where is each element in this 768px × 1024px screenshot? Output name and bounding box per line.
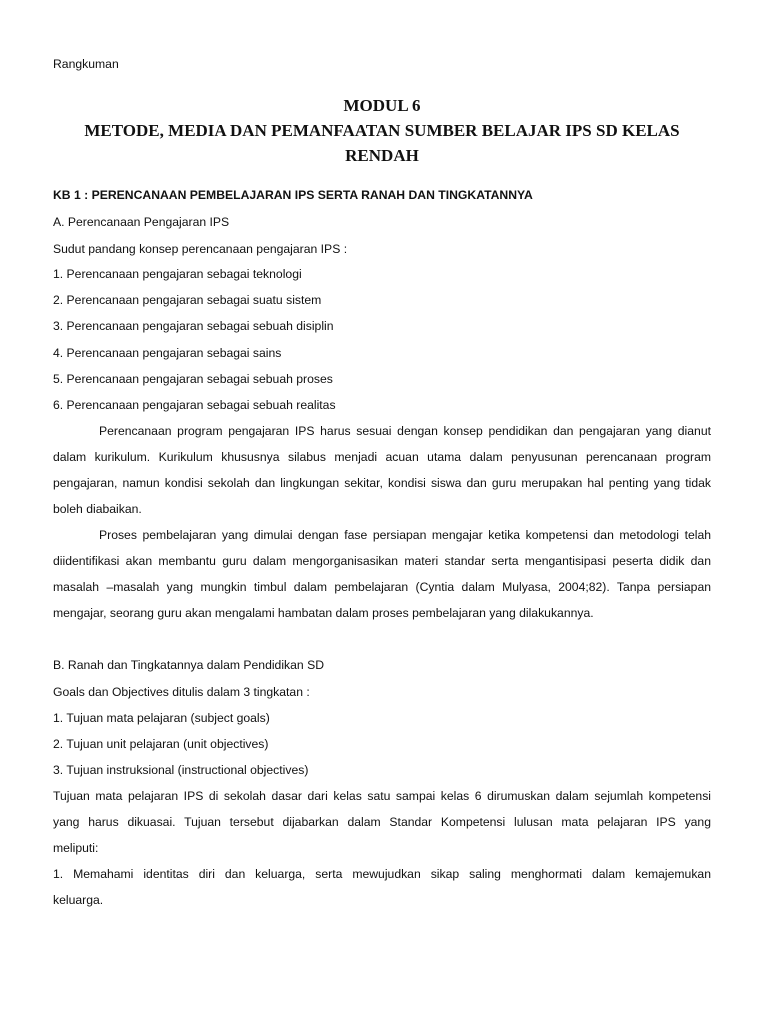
list-item: 2. Tujuan unit pelajaran (unit objectives) — [53, 737, 269, 751]
paragraph-line: diidentifikasi akan membantu guru dalam mengorganisasikan materi standar serta mengantisipasi peserta didik dan — [53, 554, 711, 568]
module-title-line-2: RENDAH — [345, 146, 419, 165]
list-item: 1. Perencanaan pengajaran sebagai teknologi — [53, 267, 302, 281]
paragraph-line: masalah –masalah yang mungkin timbul dalam pembelajaran (Cyntia dalam Mulyasa, 2004;82). Tanpa persiapan — [53, 580, 711, 594]
list-item: 4. Perencanaan pengajaran sebagai sains — [53, 346, 282, 360]
section-b-heading: B. Ranah dan Tingkatannya dalam Pendidikan SD — [53, 658, 325, 672]
list-item: 6. Perencanaan pengajaran sebagai sebuah realitas — [53, 398, 336, 412]
module-title-line-1: METODE, MEDIA DAN PEMANFAATAN SUMBER BELAJAR IPS SD KELAS — [84, 121, 680, 140]
paragraph-line: dalam kurikulum. Kurikulum khususnya silabus menjadi acuan utama dalam penyusunan perencanaan program — [53, 450, 711, 464]
module-number-title: MODUL 6 — [343, 96, 421, 115]
section-b-intro: Goals dan Objectives ditulis dalam 3 tingkatan : — [53, 685, 310, 699]
paragraph-line: pengajaran, namun kondisi sekolah dan lingkungan sekitar, kondisi siswa dan guru merupakan hal penting yang tidak — [53, 476, 711, 490]
list-item: 5. Perencanaan pengajaran sebagai sebuah proses — [53, 372, 333, 386]
paragraph-line: Tujuan mata pelajaran IPS di sekolah dasar dari kelas satu sampai kelas 6 dirumuskan dalam sejumlah kompetensi — [53, 789, 711, 803]
list-item: 3. Tujuan instruksional (instructional objectives) — [53, 763, 309, 777]
paragraph-line: boleh diabaikan. — [53, 502, 142, 516]
competency-line: 1. Memahami identitas diri dan keluarga, serta mewujudkan sikap saling menghormati dalam kemajemukan — [53, 867, 711, 881]
paragraph-line: Proses pembelajaran yang dimulai dengan fase persiapan mengajar ketika kompetensi dan metodologi telah — [99, 528, 711, 542]
section-a-intro: Sudut pandang konsep perencanaan pengajaran IPS : — [53, 242, 348, 256]
paragraph-line: Perencanaan program pengajaran IPS harus sesuai dengan konsep pendidikan dan pengajaran yang dianut — [99, 424, 711, 438]
paragraph-line: meliputi: — [53, 841, 99, 855]
paragraph-line: yang harus dikuasai. Tujuan tersebut dijabarkan dalam Standar Kompetensi lulusan mata pelajaran IPS yang — [53, 815, 711, 829]
section-a-heading: A. Perencanaan Pengajaran IPS — [53, 215, 230, 229]
competency-line: keluarga. — [53, 893, 104, 907]
list-item: 2. Perencanaan pengajaran sebagai suatu sistem — [53, 293, 322, 307]
list-item: 3. Perencanaan pengajaran sebagai sebuah disiplin — [53, 319, 334, 333]
list-item: 1. Tujuan mata pelajaran (subject goals) — [53, 711, 270, 725]
kb-heading: KB 1 : PERENCANAAN PEMBELAJARAN IPS SERTA RANAH DAN TINGKATANNYA — [53, 188, 533, 202]
document-label: Rangkuman — [53, 57, 119, 71]
paragraph-line: mengajar, seorang guru akan mengalami hambatan dalam proses pembelajaran yang dilakukannya. — [53, 606, 594, 620]
